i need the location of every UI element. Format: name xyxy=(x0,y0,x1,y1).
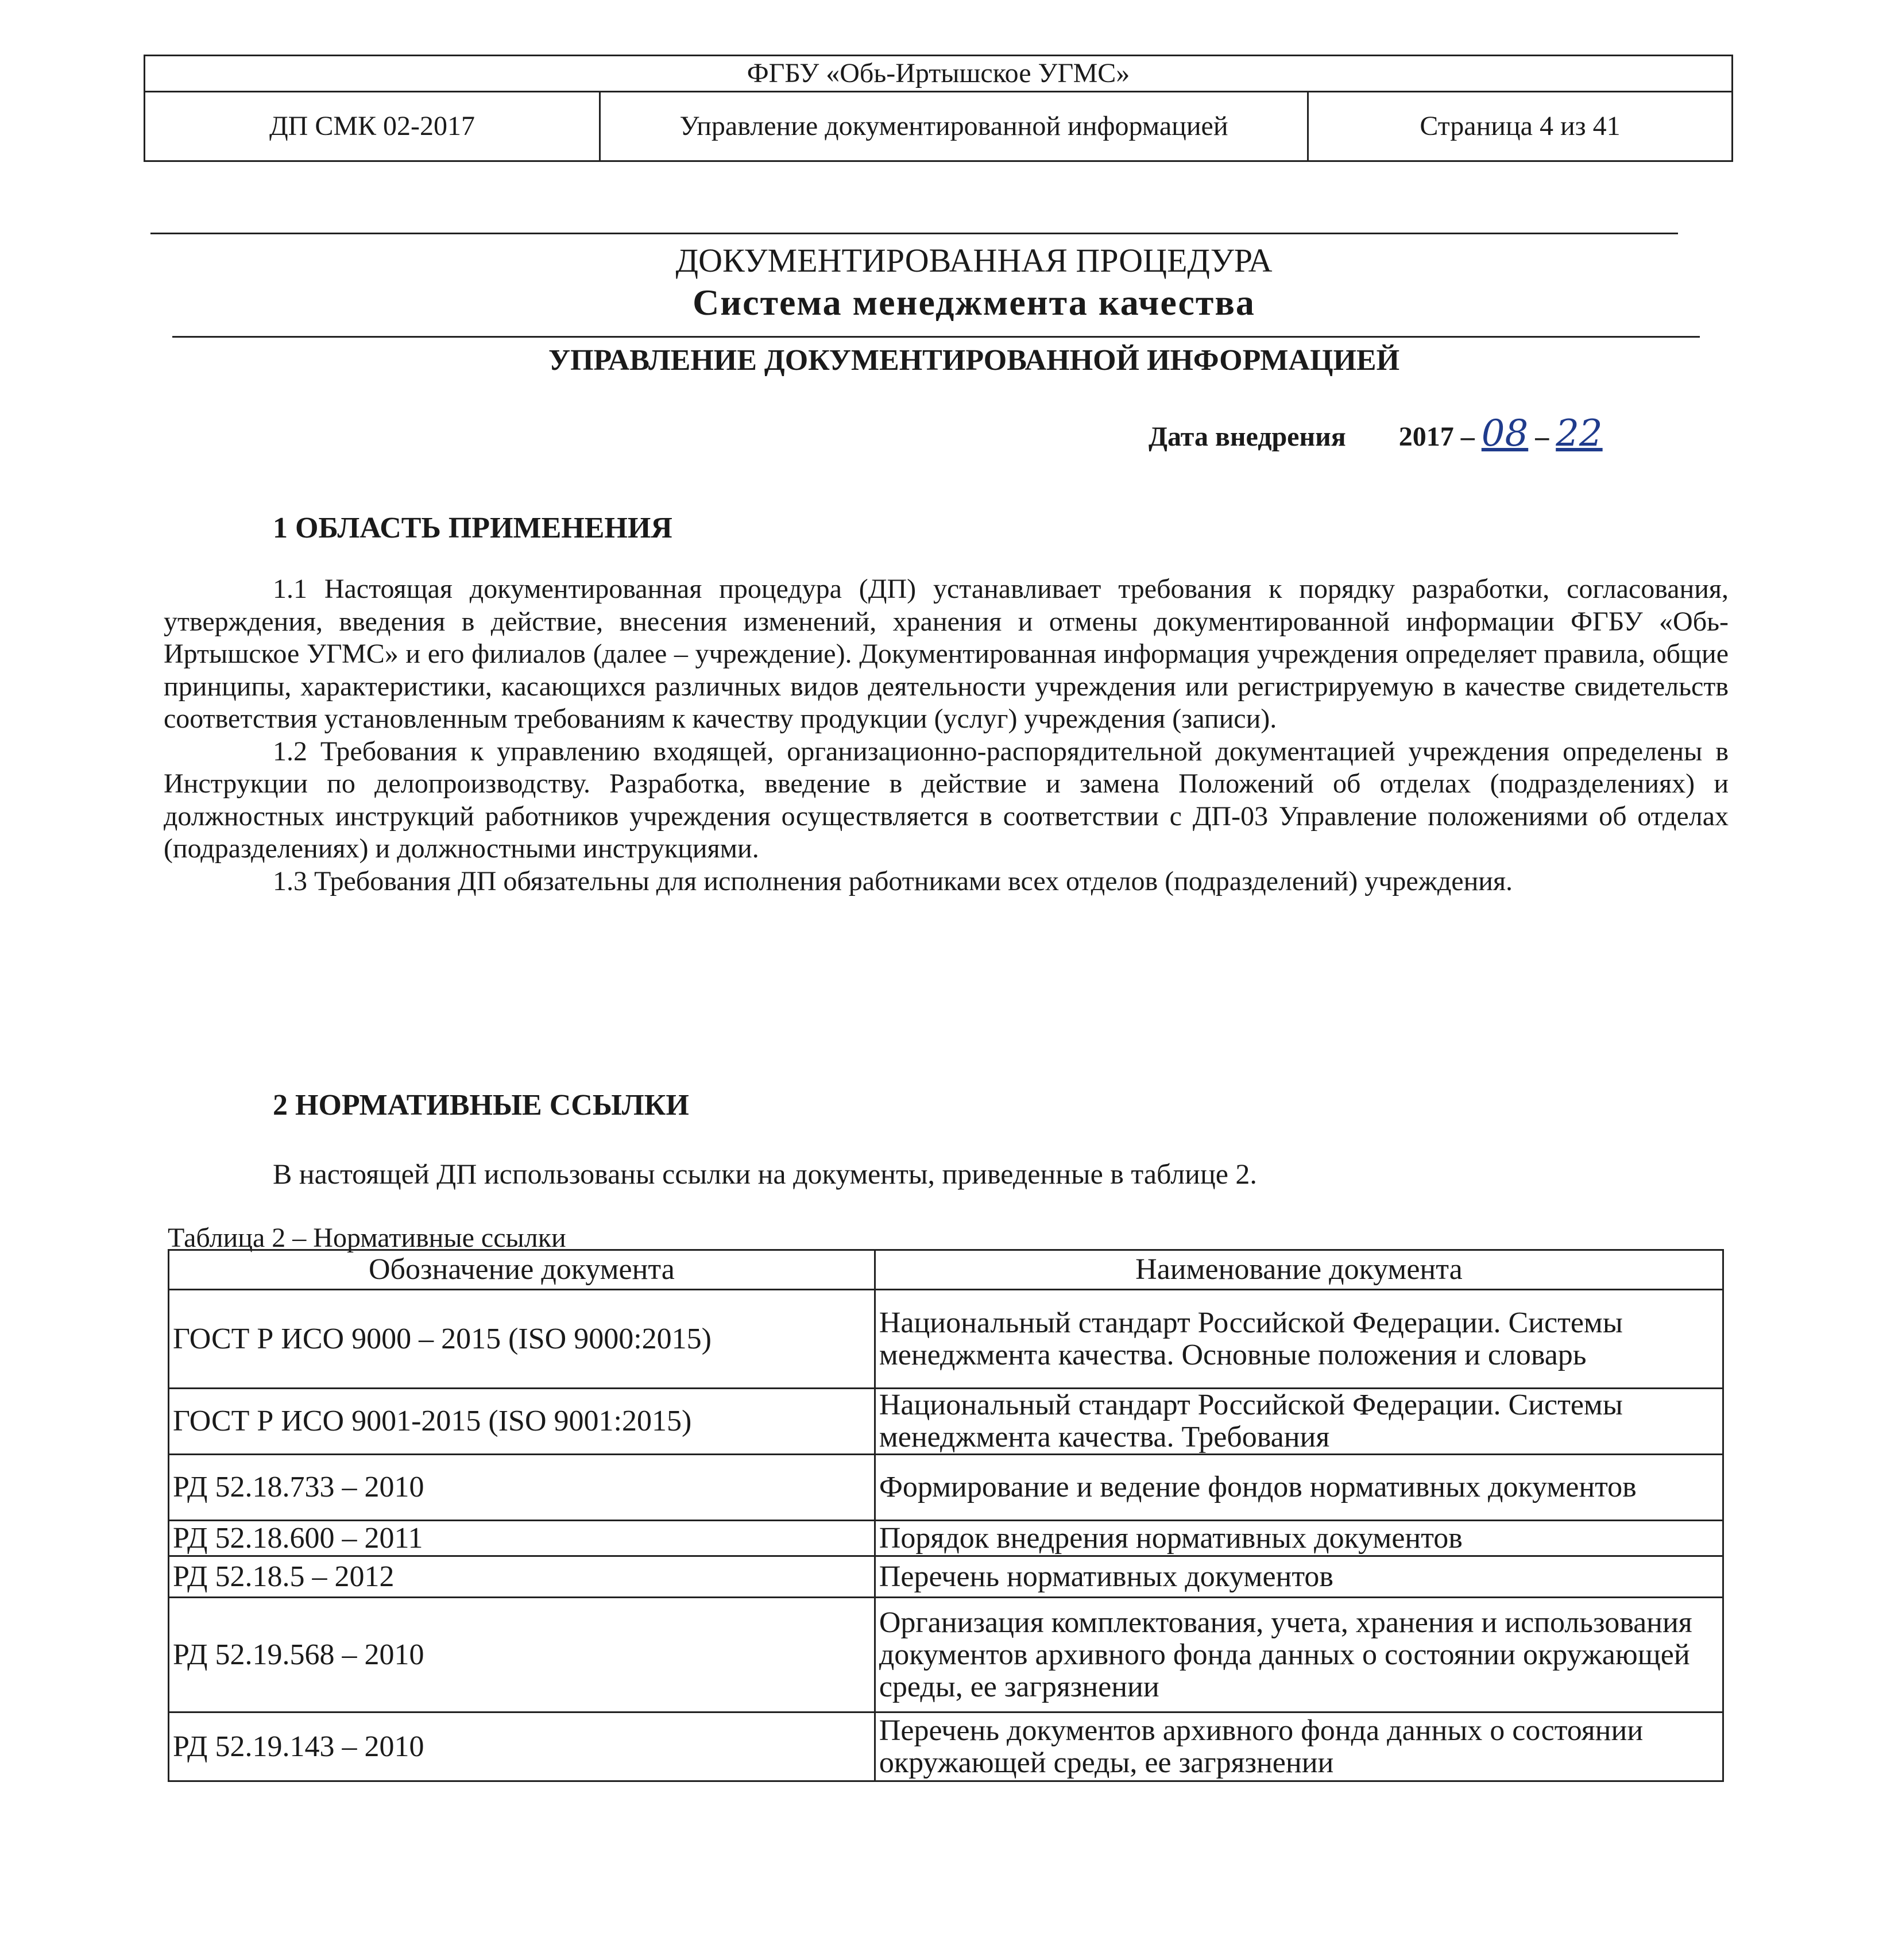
page-number: Страница 4 из 41 xyxy=(1308,92,1733,161)
document-code-cell: РД 52.18.733 – 2010 xyxy=(169,1455,875,1521)
table-row xyxy=(169,1455,1723,1521)
document-name-cell: Организация комплектования, учета, хранения и использования документов архивного фонда данных о состоянии окружающей среды, ее загрязнении xyxy=(875,1598,1723,1712)
column-header-code: Обозначение документа xyxy=(169,1250,875,1290)
table-row xyxy=(169,1389,1723,1455)
table-row xyxy=(169,1290,1723,1389)
document-code-cell: РД 52.19.568 – 2010 xyxy=(169,1598,875,1712)
table-caption: Таблица 2 – Нормативные ссылки xyxy=(168,1223,566,1253)
document-name-cell: Национальный стандарт Российской Федерации. Системы менеджмента качества. Основные положения и словарь xyxy=(875,1290,1723,1389)
table-row xyxy=(169,1712,1723,1781)
paragraph-1-2: 1.2 Требования к управлению входящей, организационно-распорядительной документацией учреждения определены в Инструкции по делопроизводству. Разработка, введение в действие и замена Положений об отделах (подразделениях) и должностных инструкций работников учреждения осуществляется в соответствии с ДП-03 Управление положениями об отделах (подразделениях) и должностными инструкциями. xyxy=(164,736,1729,864)
document-name-cell: Формирование и ведение фондов нормативных документов xyxy=(875,1455,1723,1521)
section-1-heading: 1 ОБЛАСТЬ ПРИМЕНЕНИЯ xyxy=(273,512,672,544)
date-dash: – xyxy=(1535,422,1549,452)
paragraph-1-1: 1.1 Настоящая документированная процедура (ДП) устанавливает требования к порядку разработки, согласования, утверждения, введения в действие, внесения изменений, хранения и отмены документированной информации ФГБУ «Обь-Иртышское УГМС» и его филиалов (далее – учреждение). Документированная информация учреждения определяет правила, общие принципы, характеристики, касающихся различных видов деятельности учреждения или регистрируемую в качестве свидетельств соответствия установленным требованиям к качеству продукции (услуг) учреждения (записи). xyxy=(164,574,1729,734)
document-code-cell: РД 52.18.600 – 2011 xyxy=(169,1521,875,1556)
document-name-cell: Национальный стандарт Российской Федерации. Системы менеджмента качества. Требования xyxy=(875,1389,1723,1455)
date-month-handwritten: 08 xyxy=(1481,412,1529,455)
column-header-name: Наименование документа xyxy=(875,1250,1723,1290)
document-type-title: ДОКУМЕНТИРОВАННАЯ ПРОЦЕДУРА xyxy=(675,242,1273,279)
procedure-title: УПРАВЛЕНИЕ ДОКУМЕНТИРОВАННОЙ ИНФОРМАЦИЕЙ xyxy=(548,344,1400,377)
section-2-intro: В настоящей ДП использованы ссылки на документы, приведенные в таблице 2. xyxy=(273,1158,1257,1190)
section-2-heading: 2 НОРМАТИВНЫЕ ССЫЛКИ xyxy=(273,1089,689,1122)
section-1-body xyxy=(164,573,1729,898)
paragraph-1-3: 1.3 Требования ДП обязательны для исполнения работниками всех отделов (подразделений) учреждения. xyxy=(273,865,1513,896)
document-code-cell: РД 52.19.143 – 2010 xyxy=(169,1712,875,1781)
date-year: 2017 – xyxy=(1398,422,1475,452)
document-code-cell: РД 52.18.5 – 2012 xyxy=(169,1556,875,1598)
document-name-cell: Порядок внедрения нормативных документов xyxy=(875,1521,1723,1556)
normative-references-table xyxy=(168,1249,1724,1782)
implementation-date xyxy=(1149,412,1603,455)
date-day-handwritten: 22 xyxy=(1556,412,1603,455)
document-header-table xyxy=(144,55,1733,162)
title-top-rule xyxy=(150,233,1678,234)
date-label: Дата внедрения xyxy=(1149,422,1346,452)
document-code-cell: ГОСТ Р ИСО 9000 – 2015 (ISO 9000:2015) xyxy=(169,1290,875,1389)
table-row xyxy=(169,1556,1723,1598)
document-short-title: Управление документированной информацией xyxy=(600,92,1308,161)
document-code: ДП СМК 02-2017 xyxy=(145,92,600,161)
document-name-cell: Перечень документов архивного фонда данных о состоянии окружающей среды, ее загрязнении xyxy=(875,1712,1723,1781)
document-name-cell: Перечень нормативных документов xyxy=(875,1556,1723,1598)
table-row xyxy=(169,1598,1723,1712)
organization-name: ФГБУ «Обь-Иртышское УГМС» xyxy=(145,56,1733,92)
table-row xyxy=(169,1521,1723,1556)
title-bottom-rule xyxy=(172,336,1700,338)
system-title: Система менеджмента качества xyxy=(693,282,1255,323)
document-code-cell: ГОСТ Р ИСО 9001-2015 (ISO 9001:2015) xyxy=(169,1389,875,1455)
